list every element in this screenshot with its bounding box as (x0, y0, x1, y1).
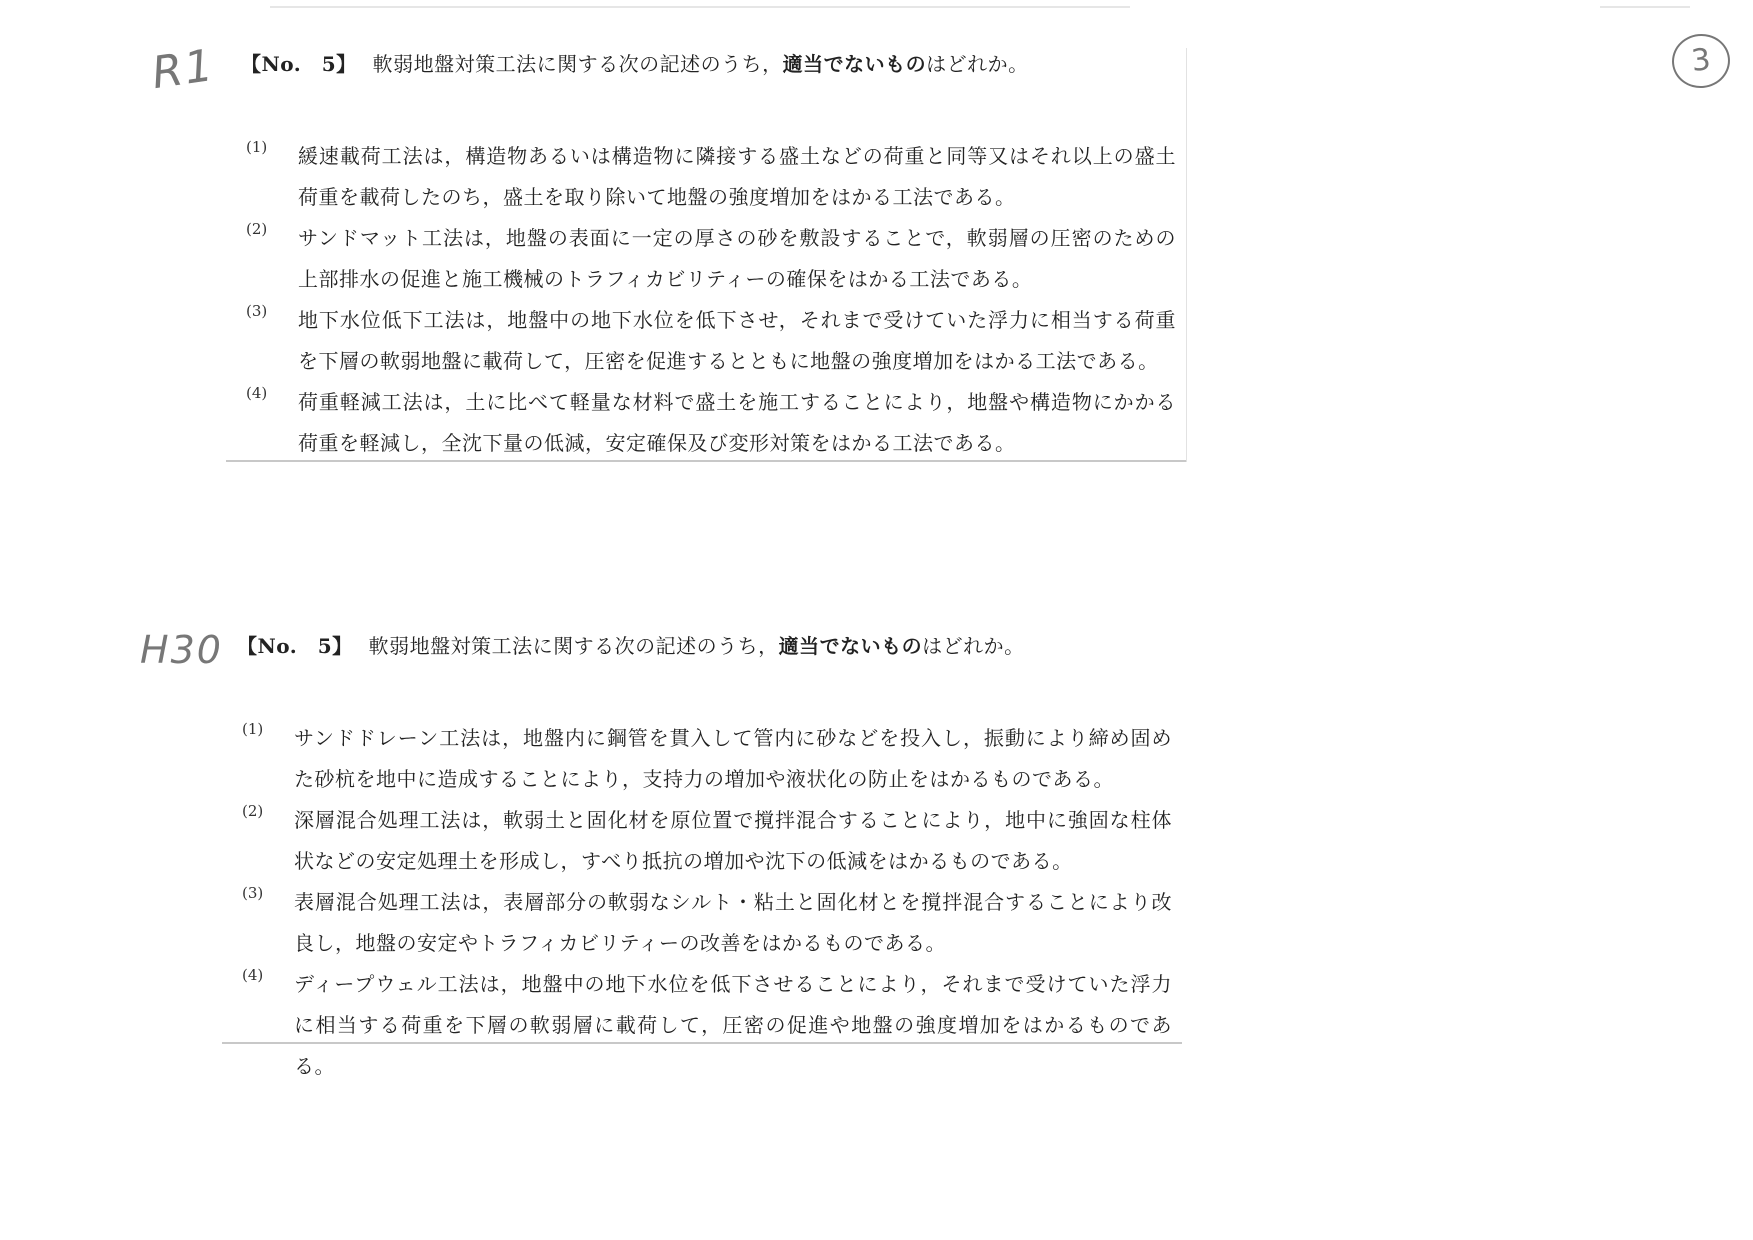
question-stem-emphasis: 適当でないもの (782, 52, 927, 76)
option-number: (4) (242, 966, 264, 984)
question-block-r1 (226, 48, 1187, 462)
scan-edge-line (1600, 6, 1690, 8)
block-divider (226, 460, 1186, 462)
option-text: サンドマット工法は，地盤の表面に一定の厚さの砂を敷設することで，軟弱層の圧密のための上部排水の促進と施工機械のトラフィカビリティーの確保をはかる工法である。 (298, 226, 1176, 291)
block-divider (222, 1042, 1182, 1044)
option-text: サンドドレーン工法は，地盤内に鋼管を貫入して管内に砂などを投入し，振動により締め固めた砂杭を地中に造成することにより，支持力の増加や液状化の防止をはかるものである。 (294, 726, 1172, 791)
option-number: (2) (242, 802, 264, 820)
question-number: 【No. 5】 (241, 52, 357, 76)
margin-note-h30: H30 (140, 628, 223, 672)
question-stem: 軟弱地盤対策工法に関する次の記述のうち， (372, 52, 783, 76)
option-text: 地下水位低下工法は，地盤中の地下水位を低下させ，それまで受けていた浮力に相当する荷重を下層の軟弱地盤に載荷して，圧密を促進するとともに地盤の強度増加をはかる工法である。 (298, 308, 1176, 373)
scan-edge-line (270, 6, 1130, 8)
page-number-circle (1669, 31, 1732, 91)
option-number: (4) (246, 384, 268, 402)
question-heading (241, 48, 1029, 77)
option-number: (1) (242, 720, 264, 738)
page-number: 3 (1689, 42, 1713, 79)
option-number: (1) (246, 138, 268, 156)
question-heading (237, 630, 1025, 659)
question-block-h30 (222, 630, 1182, 1078)
option-number: (3) (242, 884, 264, 902)
option-text: 緩速載荷工法は，構造物あるいは構造物に隣接する盛土などの荷重と同等又はそれ以上の盛土荷重を載荷したのち，盛土を取り除いて地盤の強度増加をはかる工法である。 (298, 144, 1176, 209)
option-text: 荷重軽減工法は，土に比べて軽量な材料で盛土を施工することにより，地盤や構造物にかかる荷重を軽減し，全沈下量の低減，安定確保及び変形対策をはかる工法である。 (298, 390, 1176, 455)
question-stem: 軟弱地盤対策工法に関する次の記述のうち， (368, 634, 779, 658)
margin-note-r1: R1 (148, 39, 218, 100)
option-text: 表層混合処理工法は，表層部分の軟弱なシルト・粘土と固化材とを撹拌混合することにより改良し，地盤の安定やトラフィカビリティーの改善をはかるものである。 (294, 890, 1172, 955)
option-number: (2) (246, 220, 268, 238)
option-number: (3) (246, 302, 268, 320)
question-number: 【No. 5】 (237, 634, 353, 658)
question-stem-end: はどれか。 (922, 634, 1025, 658)
option-text: 深層混合処理工法は，軟弱土と固化材を原位置で撹拌混合することにより，地中に強固な柱体状などの安定処理土を形成し，すべり抵抗の増加や沈下の低減をはかるものである。 (294, 808, 1172, 873)
question-stem-emphasis: 適当でないもの (778, 634, 923, 658)
question-stem-end: はどれか。 (926, 52, 1029, 76)
option-text: ディープウェル工法は，地盤中の地下水位を低下させることにより，それまで受けていた浮力に相当する荷重を下層の軟弱層に載荷して，圧密の促進や地盤の強度増加をはかるものである。 (294, 972, 1172, 1078)
